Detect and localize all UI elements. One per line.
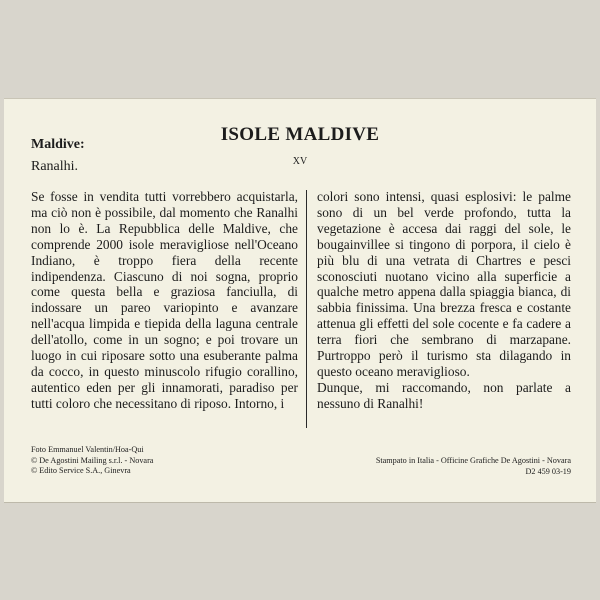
credit-line: © Edito Service S.A., Ginevra [31, 466, 131, 475]
credit-line: Foto Emmanuel Valentin/Hoa-Qui [31, 445, 144, 454]
printer-line: Stampato in Italia - Officine Grafiche De Agostini - Novara [375, 456, 571, 465]
chapter-number: XV [292, 156, 308, 167]
column-divider [306, 190, 307, 428]
location-heading: Maldive: [31, 137, 85, 152]
page-title: ISOLE MALDIVE [220, 124, 380, 145]
body-text-right-paragraph: colori sono intensi, quasi esplosivi: le palme sono di un bel verde profondo, tutta la vegetazione è accesa dai raggi del sole, le bougainvillee si tingono di porpora, il cielo è più blu di una vetrata di Chartres e pesci sconosciuti nuotano vicino alla superficie a qualche metro appena dalla spiaggia bianca, di sabbia finissima. Una brezza fresca e costante attenua gli effetti del sole cocente e fa cadere a terra fiori che sembrano di marzapane. Purtroppo però il turismo sta dilagando in questo oceano meraviglioso. [317, 189, 571, 379]
body-text-left-column: Se fosse in vendita tutti vorrebbero acquistarla, ma ciò non è possibile, dal momento che Ranalhi non lo è. La Repubblica delle Maldive, che comprende 2000 isole meravigliose nell'Oceano Indiano, è troppo fiera della recente indipendenza. Ciascuno di noi sogna, proprio come questa bella e graziosa fanciulla, di indossare un pareo variopinto e avanzare nell'acqua limpida e tiepida della laguna centrale dell'atollo, come in un sogno; e poi trovare un luogo in cui riposare sotto una esuberante palma da cocco, in questo minuscolo rifugio corallino, autentico eden per gli innamorati, paradiso per tutti coloro che necessitano di riposo. Intorno, i [31, 189, 298, 411]
printer-credits [376, 456, 571, 477]
product-code: D2 459 03-19 [525, 466, 571, 476]
credit-line: © De Agostini Mailing s.r.l. - Novara [31, 455, 154, 465]
body-text-closing-line: Dunque, mi raccomando, non parlate a nessuno di Ranalhi! [317, 379, 571, 411]
body-text-right-column [317, 189, 571, 412]
sublocation-label: Ranalhi. [31, 159, 79, 174]
photo-credits [31, 445, 153, 477]
